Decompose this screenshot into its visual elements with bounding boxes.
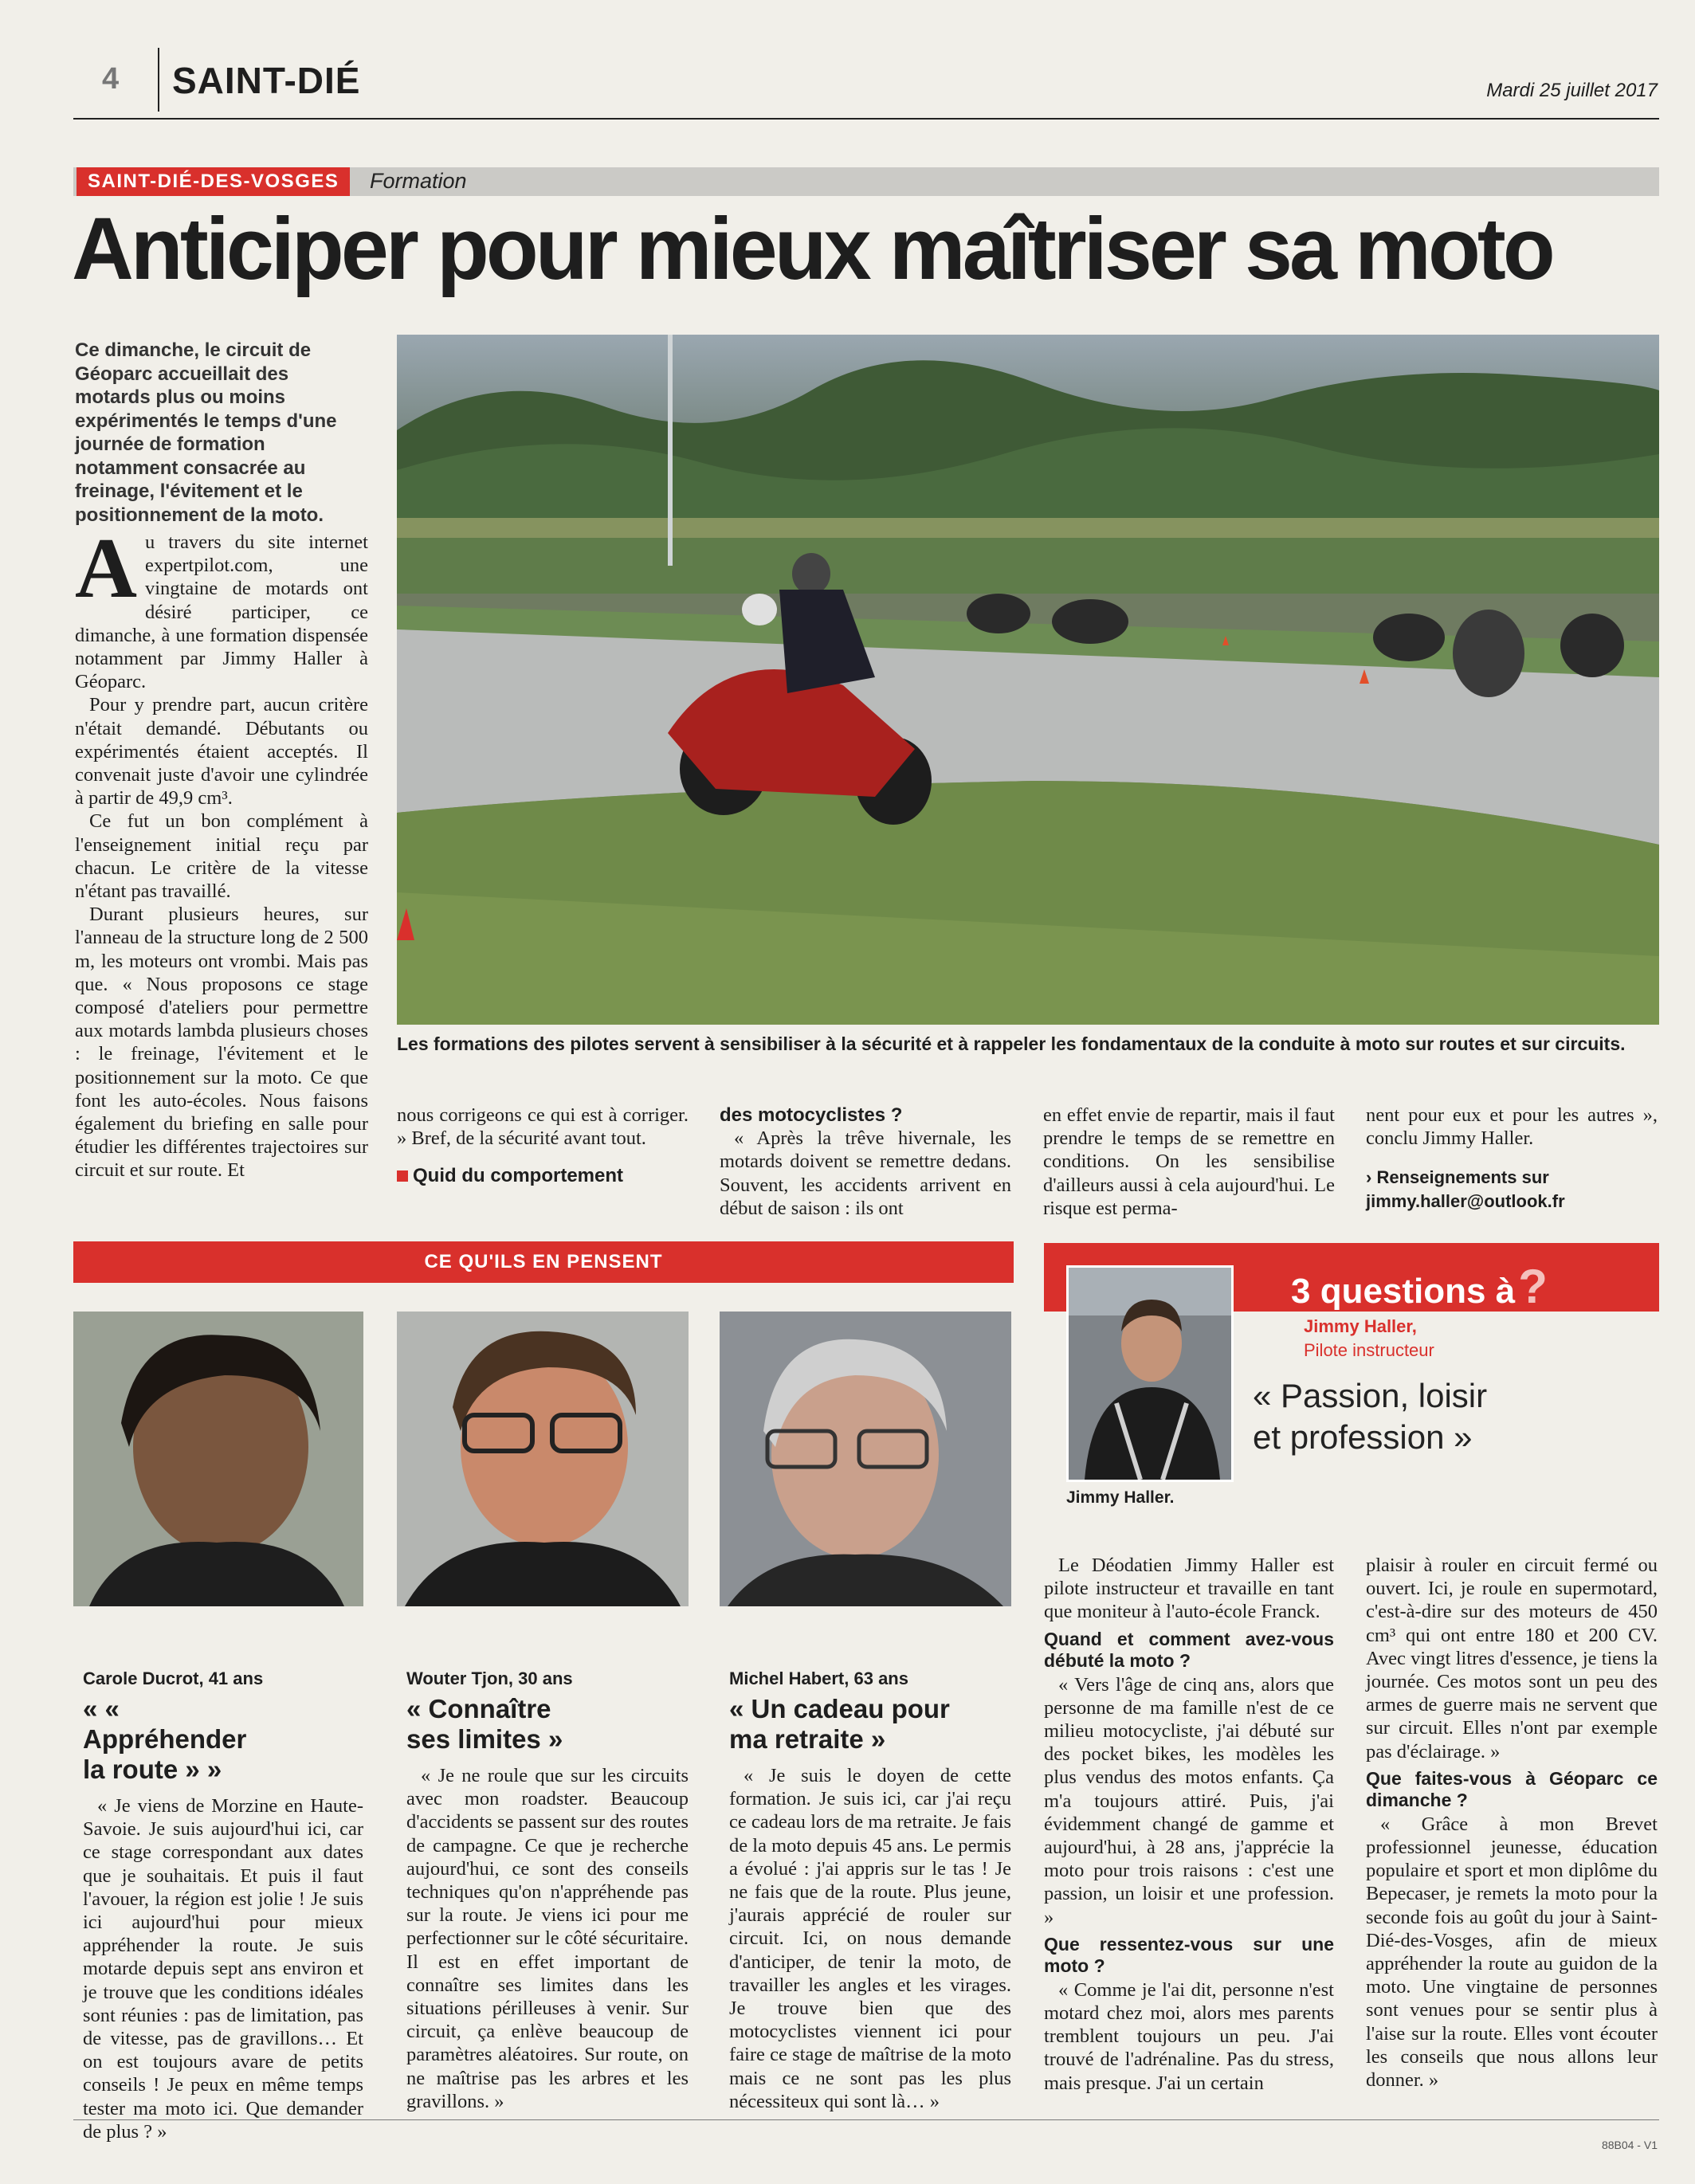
subhead: Quid du comportement bbox=[397, 1164, 689, 1187]
interview-answer: « Comme je l'ai dit, personne n'est motard chez moi, alors mes parents tremblent toujours un peu. J'ai trouvé de l'adrénaline. Pas du stress, mais presque. J'ai un certain bbox=[1044, 1978, 1334, 2094]
article-column-4 bbox=[1043, 1104, 1335, 1220]
headline: Anticiper pour mieux maîtriser sa moto bbox=[72, 200, 1552, 298]
opinion-wouter-tjon bbox=[406, 1668, 689, 2113]
lead-paragraph: Ce dimanche, le circuit de Géoparc accueillait des motards plus ou moins expérimentés le temps d'une journée de formation notamment consacrée au freinage, l'évitement et le positionnement de la moto. bbox=[75, 339, 337, 526]
article-column-3 bbox=[720, 1104, 1011, 1220]
header-rule bbox=[73, 118, 1659, 120]
subhead-marker bbox=[397, 1170, 408, 1182]
article-paragraph: « Après la trêve hivernale, les motards doivent se remettre dedans. Souvent, les accidents arrivent en début de saison : ils ont bbox=[720, 1127, 1011, 1219]
portrait-carole-ducrot bbox=[73, 1312, 363, 1606]
opinion-name: Wouter Tjon, 30 ans bbox=[406, 1668, 573, 1688]
interview-quote: « Passion, loisir et profession » bbox=[1253, 1377, 1488, 1456]
info-label: › Renseignements sur bbox=[1366, 1167, 1549, 1188]
page-number: 4 bbox=[102, 62, 120, 96]
interview-answer: « Vers l'âge de cinq ans, alors que personne de ma famille n'est de ce milieu motocycliste, j'ai débuté sur des pocket bikes, les modèles les plus vendus des motos enfants. Ça m'a toujours attiré. Puis, j'ai évidemment changé de gamme et aujourd'hui, à 28 ans, j'apprécie la moto pour trois raisons : c'est une passion, un loisir et une profession. » bbox=[1044, 1673, 1334, 1928]
article-paragraph: Ce fut un bon complément à l'enseignement initial reçu par chacun. Le critère de la vitesse n'étant pas travaillé. bbox=[75, 810, 368, 903]
opinion-text: « Je viens de Morzine en Haute-Savoie. Je suis aujourd'hui ici, car ce stage correspondant aux dates que je souhaitais. Et puis il faut l'avouer, la région est jolie ! Je suis ici aujourd'hui pour mieux appréhender la route. Je suis motarde depuis sept ans environ et je trouve que les conditions idéales sont réunies : pas de limitation, pas de vitesse, pas de gravillons… Et on est toujours avare de petits conseils ! Je peux en même temps tester ma moto ici. Que demander de plus ? » bbox=[83, 1795, 363, 2143]
question-mark-icon: ? bbox=[1518, 1260, 1548, 1313]
article-paragraph: nent pour eux et pour les autres », conclu Jimmy Haller. bbox=[1366, 1104, 1658, 1150]
publication-date: Mardi 25 juillet 2017 bbox=[1486, 80, 1658, 101]
opinion-name: Michel Habert, 63 ans bbox=[729, 1668, 908, 1688]
opinion-name: Carole Ducrot, 41 ans bbox=[83, 1668, 264, 1688]
interview-photo bbox=[1066, 1265, 1234, 1482]
interview-role: Pilote instructeur bbox=[1304, 1340, 1434, 1360]
footer-code: 88B04 - V1 bbox=[1601, 2139, 1658, 2151]
header-divider bbox=[158, 48, 159, 112]
interview-intro: Le Déodatien Jimmy Haller est pilote instructeur et travaille en tant que moniteur à l'auto-école Franck. bbox=[1044, 1555, 1334, 1623]
interview-answer: « Grâce à mon Brevet professionnel jeunesse, éducation populaire et sport et mon diplôme du Bepecaser, je remets la moto pour la seconde fois au goût du jour à Saint-Dié-des-Vosges, afin de mieux appréhender la route au guidon de la moto. Une vingtaine de personnes sont venues pour se sentir plus à l'aise sur la route. Elles vont écouter les conseils que nous allons leur donner. » bbox=[1366, 1813, 1658, 2092]
subhead-continued: des motocyclistes ? bbox=[720, 1104, 903, 1126]
portrait-michel-habert bbox=[720, 1312, 1011, 1606]
interview-banner-title: 3 questions à? bbox=[1291, 1260, 1548, 1313]
article-paragraph: Pour y prendre part, aucun critère n'était demandé. Débutants ou expérimentés étaient acceptés. Il convenait juste d'avoir une cylindrée à partir de 49,9 cm³. bbox=[75, 694, 368, 810]
interview-column-2 bbox=[1366, 1554, 1658, 2092]
portrait-wouter-tjon bbox=[397, 1312, 689, 1606]
article-paragraph: Durant plusieurs heures, sur l'anneau de la structure long de 2 500 m, les moteurs ont vrombi. Mais pas que. « Nous proposons ce stage composé d'ateliers pour permettre aux motards lambda plusieurs choses : le freinage, l'évitement et le positionnement sur la moto. Ce que font les auto-écoles. Nous faisons également du briefing en salle pour étudier les différentes trajectoires sur circuit et sur route. Et bbox=[75, 904, 368, 1182]
opinion-title: « « Appréhender la route » » bbox=[83, 1694, 247, 1784]
interview-photo-caption: Jimmy Haller. bbox=[1066, 1488, 1175, 1507]
opinion-text: « Je suis le doyen de cette formation. Je suis ici, car j'ai reçu ce cadeau lors de ma retraite. Je fais de la moto depuis 45 ans. Le permis a évolué : j'ai appris sur le tas ! Je ne fais que de la route. Plus jeune, j'aurais apprécié de rouler sur circuit. Ici, on nous demande d'anticiper, de tenir la moto, de travailler les angles et les virages. Je trouve bien que des motocyclistes viennent ici pour faire ce stage de maîtrise de la moto mais ce ne sont pas les plus nécessiteux qui sont là… » bbox=[729, 1765, 1011, 2112]
opinion-michel-habert bbox=[729, 1668, 1011, 2113]
drop-cap: A bbox=[75, 521, 137, 616]
article-paragraph: en effet envie de repartir, mais il faut prendre le temps de se remettre en conditions. On les sensibilise d'ailleurs aussi à cela aujourd'hui. Le risque est perma- bbox=[1043, 1104, 1335, 1219]
article-column-1 bbox=[75, 521, 368, 1182]
opinion-carole-ducrot bbox=[83, 1668, 363, 2143]
article-paragraph: nous corrigeons ce qui est à corriger. » Bref, de la sécurité avant tout. bbox=[397, 1104, 689, 1150]
article-column-2 bbox=[397, 1104, 689, 1188]
main-photo bbox=[397, 335, 1659, 1025]
photo-caption: Les formations des pilotes servent à sensibiliser à la sécurité et à rappeler les fondamentaux de la conduite à moto sur routes et sur circuits. bbox=[397, 1033, 1626, 1054]
interview-question: Que faites-vous à Géoparc ce dimanche ? bbox=[1366, 1767, 1658, 1810]
kicker-location: SAINT-DIÉ-DES-VOSGES bbox=[77, 167, 350, 196]
interview-question: Quand et comment avez-vous débuté la moto ? bbox=[1044, 1628, 1334, 1671]
article-opening: u travers du site internet expertpilot.com, une vingtaine de motards ont désiré participer, ce dimanche, à une formation dispensée notamment par Jimmy Haller à Géoparc. bbox=[75, 531, 368, 693]
footer-rule bbox=[73, 2119, 1659, 2120]
section-name: SAINT-DIÉ bbox=[172, 60, 361, 101]
info-email: jimmy.haller@outlook.fr bbox=[1366, 1190, 1565, 1211]
interview-answer: plaisir à rouler en circuit fermé ou ouvert. Ici, je roule en supermotard, c'est-à-dire sur des moteurs de 450 cm³ qui ont entre 180 et 200 CV. Avec vingt litres d'essence, je tiens la journée. Ces motos sont un peu des armes de guerre mais ne servent que sur circuit. Elles n'ont par exemple pas d'éclairage. » bbox=[1366, 1555, 1658, 1762]
interview-column-1 bbox=[1044, 1554, 1334, 2095]
opinions-banner: CE QU'ILS EN PENSENT bbox=[73, 1241, 1014, 1283]
kicker-category: Formation bbox=[370, 169, 467, 193]
interview-question: Que ressentez-vous sur une moto ? bbox=[1044, 1933, 1334, 1976]
opinion-text: « Je ne roule que sur les circuits avec mon roadster. Beaucoup d'accidents se passent sur des routes de campagne. Ce que je recherche aujourd'hui, ce sont des conseils techniques qu'on n'appréhende pas sur la route. Je viens ici pour me perfectionner sur le côté sécuritaire. Il est en effet important de connaître ses limites dans les situations périlleuses à venir. Sur circuit, ça enlève beaucoup de paramètres aléatoires. Sur route, on ne maîtrise pas les arbres et les gravillons. » bbox=[406, 1765, 689, 2112]
opinion-title: « Connaître ses limites » bbox=[406, 1694, 563, 1754]
interview-person: Jimmy Haller, bbox=[1304, 1316, 1417, 1336]
opinion-title: « Un cadeau pour ma retraite » bbox=[729, 1694, 950, 1754]
article-column-5 bbox=[1366, 1104, 1658, 1213]
